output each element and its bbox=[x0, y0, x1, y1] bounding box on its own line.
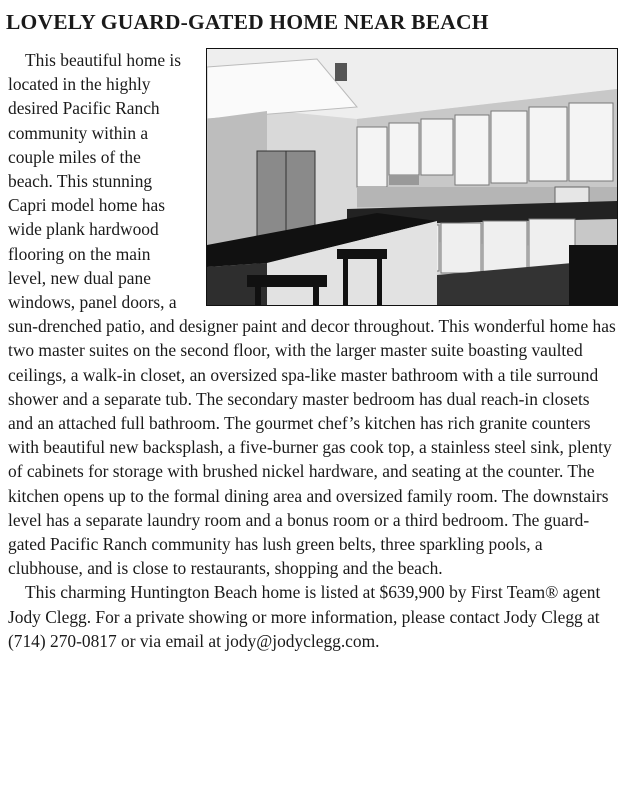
article-body bbox=[8, 48, 618, 653]
paragraph-main: This beautiful home is located in the highly desired Pacific Ranch community within a couple miles of the beach. This stunning Capri model home has wide plank hardwood flooring on the main level, new dual pane windows, panel doors, a sun-drenched patio, and designer paint and decor throughout. This wonderful home has two master suites on the second floor, with the larger master suite boasting vaulted ceilings, a walk-in closet, an oversized spa-like master bathroom with a tile surround shower and a separate tub. The secondary master bedroom has dual reach-in closets and an attached full bathroom. The gourmet chef’s kitchen has rich granite counters with beautiful new backsplash, a five-burner gas cook top, a stainless steel sink, plenty of cabinets for storage with brushed nickel hardware, and seating at the counter. The kitchen opens up to the formal dining area and oversized family room. The downstairs level has a separate laundry room and a bonus room or a third bedroom. The guard-gated Pacific Ranch community has lush green belts, three sparkling pools, a clubhouse, and is close to restaurants, shopping and the beach. bbox=[8, 50, 616, 579]
photo-spacer bbox=[190, 48, 618, 310]
paragraph-listing: This charming Huntington Beach home is listed at $639,900 by First Team® agent Jody Clegg. For a private showing or more information, please contact Jody Clegg at (714) 270-0817 or via email at jody@jodyclegg.com. bbox=[8, 582, 601, 651]
article-headline: LOVELY GUARD-GATED HOME NEAR BEACH bbox=[6, 10, 489, 34]
